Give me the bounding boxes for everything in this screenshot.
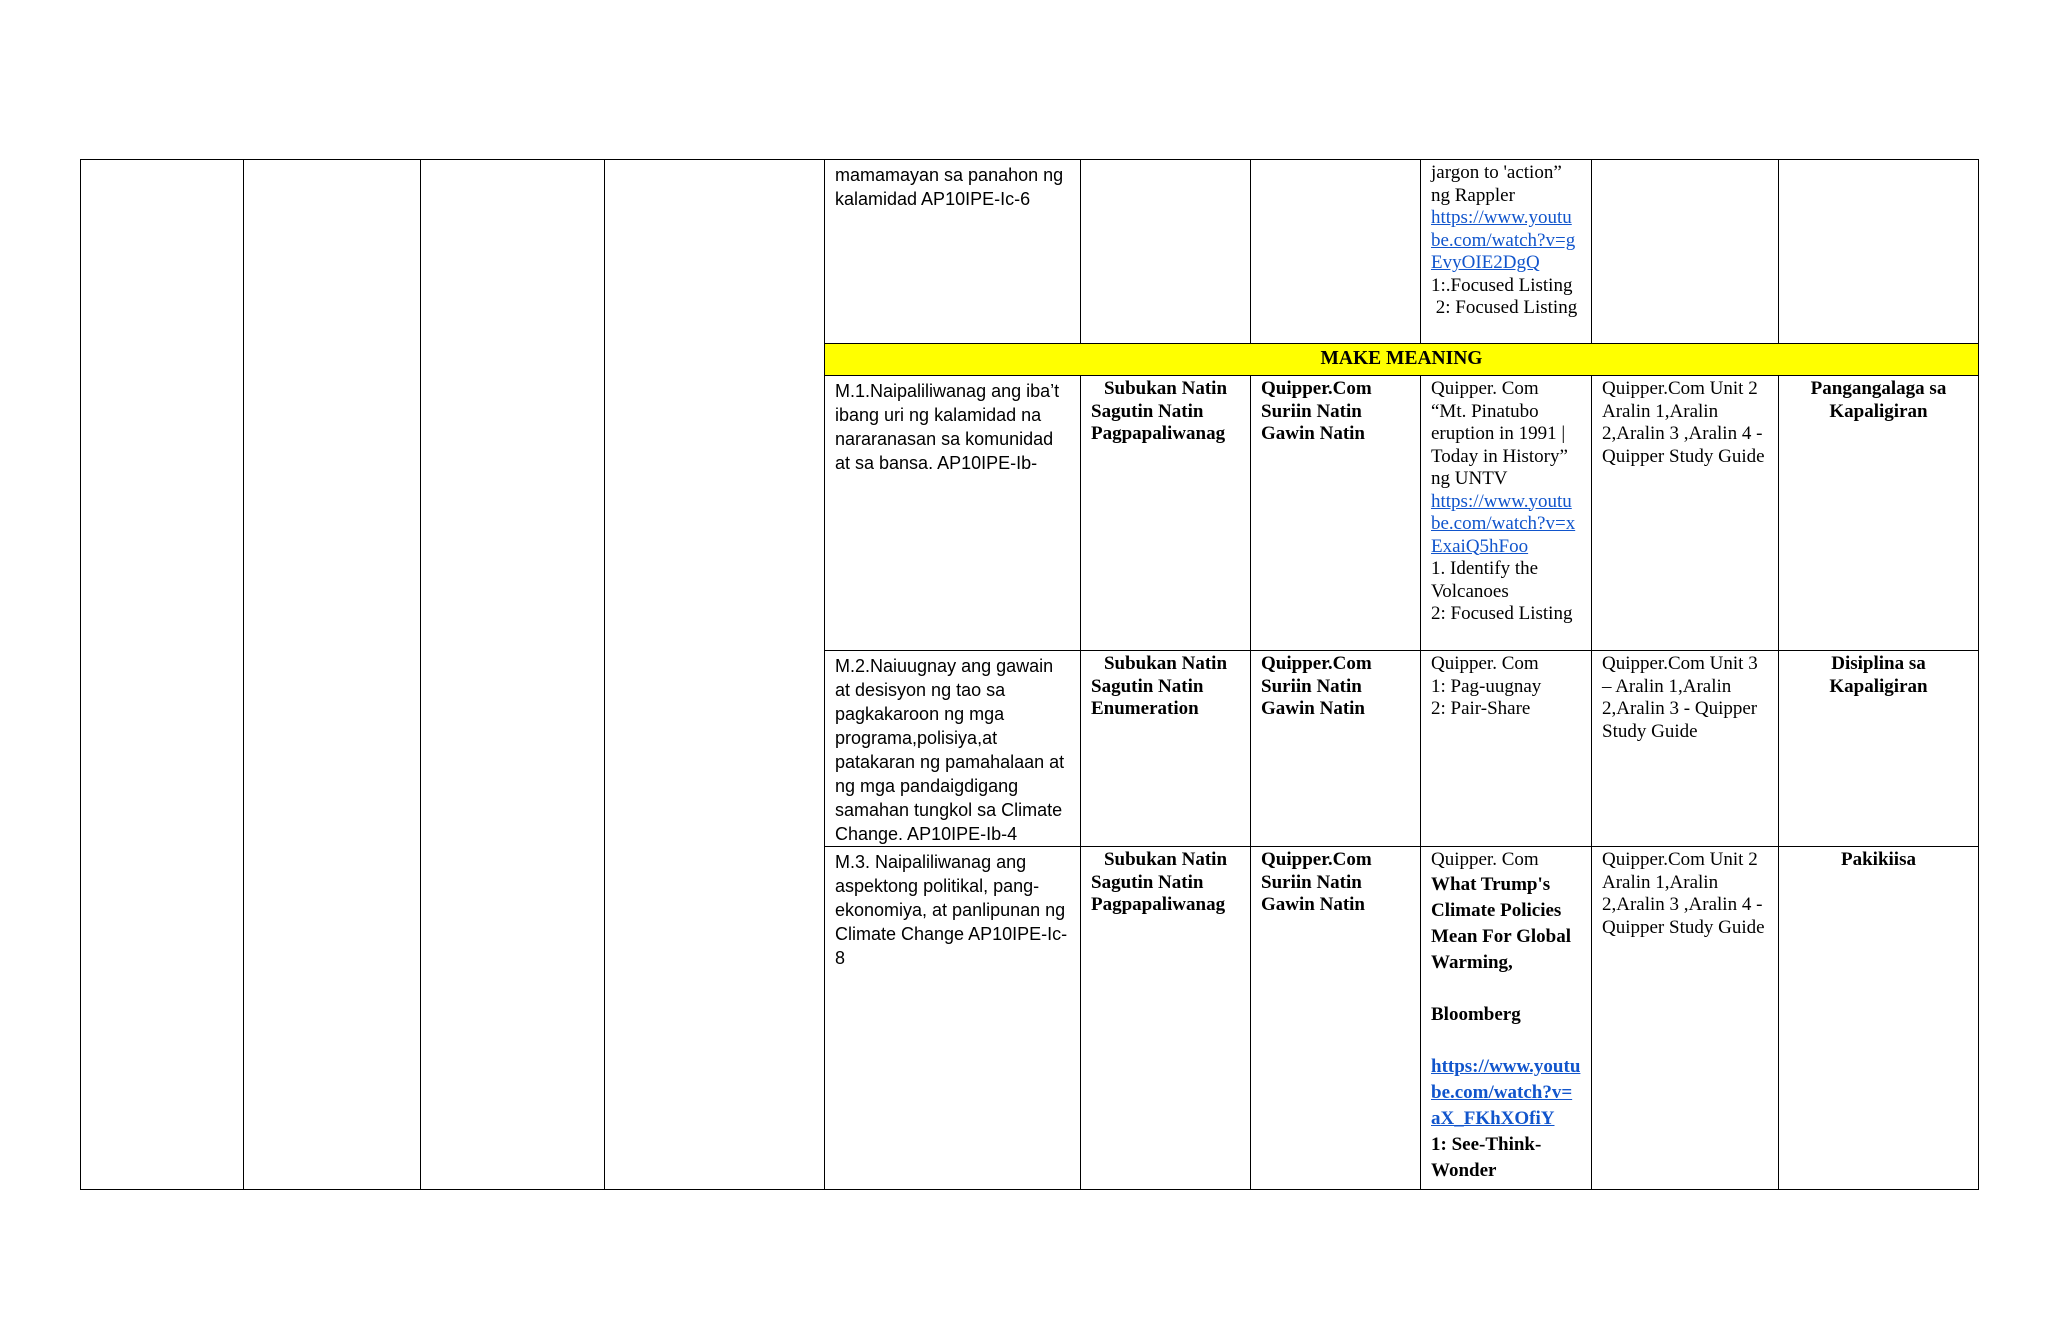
resources-line: 1. Identify the Volcanoes — [1431, 558, 1539, 602]
activity-item: Pagpapaliwanag — [1091, 894, 1226, 915]
resources-cell — [1421, 651, 1592, 847]
activity-item: Pagpapaliwanag — [1091, 423, 1226, 444]
resources-line: 2: Focused Listing — [1431, 297, 1578, 318]
materials-cell: Quipper.Com Unit 2 Aralin 1,Aralin 2,Aralin 3 ,Aralin 4 -Quipper Study Guide — [1592, 376, 1779, 651]
empty-cell — [1592, 160, 1779, 344]
activity-item: Subukan Natin — [1103, 378, 1228, 399]
activity-item: Sagutin Natin — [1091, 871, 1204, 893]
resources-cell — [1421, 376, 1592, 651]
activities-cell — [1081, 847, 1251, 1190]
values-cell: Pangangalaga sa Kapaligiran — [1779, 376, 1979, 651]
resources-line: 1: See-Think-Wonder — [1431, 1133, 1542, 1181]
empty-cell — [1251, 160, 1421, 344]
activities-cell — [1081, 376, 1251, 651]
activities-cell — [1081, 651, 1251, 847]
video-title: What Trump's Climate Policies Mean For Global Warming, — [1431, 873, 1572, 973]
resources-line: 1:.Focused Listing — [1431, 274, 1573, 296]
video-link[interactable]: https://www.youtube.com/watch?v=gEvyOIE2DgQ — [1431, 207, 1576, 273]
competency-cell: M.3. Naipaliliwanag ang aspektong politikal, pang-ekonomiya, at panlipunan ng Climate Change AP10IPE-Ic-8 — [825, 847, 1081, 1190]
materials-cell: Quipper.Com Unit 2 Aralin 1,Aralin 2,Aralin 3 ,Aralin 4 -Quipper Study Guide — [1592, 847, 1779, 1190]
quipper-cell — [1251, 651, 1421, 847]
competency-cell: M.1.Naipaliliwanag ang iba’t ibang uri ng kalamidad na nararanasan sa komunidad at sa bansa. AP10IPE-Ib- — [825, 376, 1081, 651]
values-cell: Pakikiisa — [1779, 847, 1979, 1190]
curriculum-map-table — [80, 159, 1979, 1190]
quipper-item: Quipper.Com — [1261, 849, 1372, 870]
video-link[interactable]: https://www.youtube.com/watch?v=aX_FKhXOfiY — [1431, 1055, 1581, 1129]
activity-item: Subukan Natin — [1103, 849, 1228, 870]
resources-line: ng Rappler — [1431, 184, 1515, 206]
empty-cell — [421, 160, 605, 1190]
activity-item: Subukan Natin — [1103, 653, 1228, 674]
quipper-item: Gawin Natin — [1261, 894, 1365, 915]
activity-item: Sagutin Natin — [1091, 675, 1204, 697]
table-row — [81, 160, 1979, 344]
resources-cell — [1421, 847, 1592, 1190]
quipper-cell — [1251, 847, 1421, 1190]
quipper-item: Suriin Natin — [1261, 400, 1362, 422]
empty-cell — [605, 160, 825, 1190]
empty-cell — [81, 160, 244, 1190]
video-source: Bloomberg — [1431, 1003, 1521, 1025]
quipper-item: Quipper.Com — [1261, 653, 1372, 674]
competency-cell: M.2.Naiuugnay ang gawain at desisyon ng tao sa pagkakaroon ng mga programa,polisiya,at patakaran ng pamahalaan at ng mga pandaigdigang samahan tungkol sa Climate Change. AP10IPE-Ib-4 — [825, 651, 1081, 847]
resources-line: Quipper. Com — [1431, 653, 1539, 674]
quipper-item: Gawin Natin — [1261, 698, 1365, 719]
quipper-item: Quipper.Com — [1261, 378, 1372, 399]
empty-cell — [244, 160, 421, 1190]
competency-cell: mamamayan sa panahon ng kalamidad AP10IPE-Ic-6 — [825, 160, 1081, 344]
values-cell: Disiplina sa Kapaligiran — [1779, 651, 1979, 847]
section-band: MAKE MEANING — [825, 344, 1979, 376]
video-link[interactable]: https://www.youtube.com/watch?v=xExaiQ5hFoo — [1431, 490, 1576, 557]
empty-cell — [1081, 160, 1251, 344]
resources-line: 1: Pag-uugnay — [1431, 675, 1542, 697]
resources-cell — [1421, 160, 1592, 344]
resources-line: “Mt. Pinatubo eruption in 1991 | Today in History” ng UNTV — [1431, 400, 1568, 489]
resources-line: jargon to 'action” — [1431, 162, 1562, 183]
quipper-cell — [1251, 376, 1421, 651]
quipper-item: Suriin Natin — [1261, 675, 1362, 697]
activity-item: Enumeration — [1091, 698, 1199, 719]
materials-cell: Quipper.Com Unit 3 – Aralin 1,Aralin 2,Aralin 3 - Quipper Study Guide — [1592, 651, 1779, 847]
resources-line: 2: Focused Listing — [1431, 603, 1573, 624]
resources-line: Quipper. Com — [1431, 849, 1539, 870]
quipper-item: Gawin Natin — [1261, 423, 1365, 444]
activity-item: Sagutin Natin — [1091, 400, 1204, 422]
quipper-item: Suriin Natin — [1261, 871, 1362, 893]
resources-line: 2: Pair-Share — [1431, 698, 1531, 719]
empty-cell — [1779, 160, 1979, 344]
resources-line: Quipper. Com — [1431, 378, 1539, 399]
